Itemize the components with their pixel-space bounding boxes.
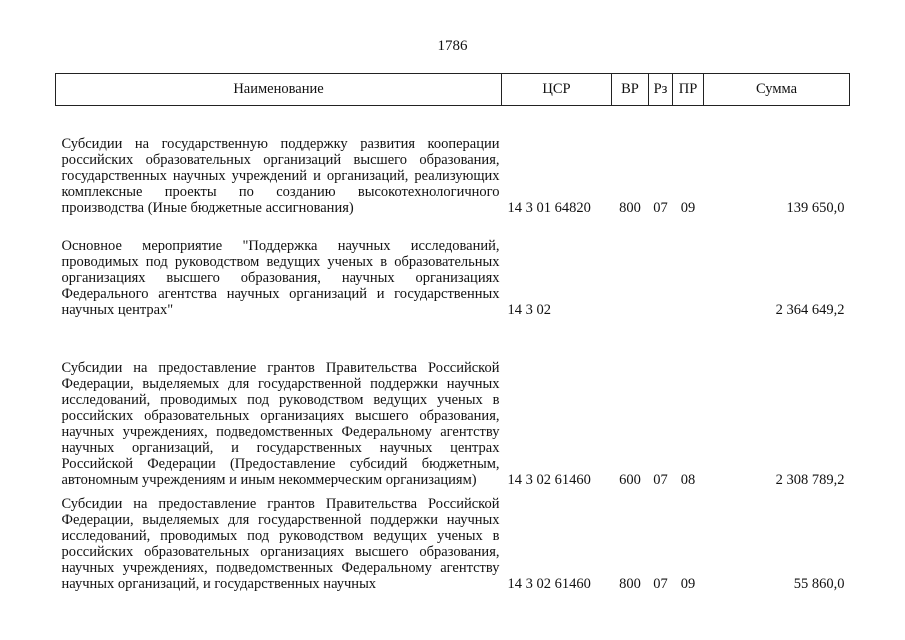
row-rz xyxy=(649,218,673,320)
header-rz: Рз xyxy=(649,74,673,106)
table-header xyxy=(56,74,850,106)
row-pr xyxy=(673,218,704,320)
row-name: Субсидии на предоставление грантов Правительства Российской Федерации, выделяемых для государственной поддержки научных исследований, проводимых под руководством ведущих ученых в российских образовательных организациях высшего образования, научных учреждениях, подведомственных Федеральному агентству научных организаций, и государственных научных центрах Российской Федерации (Предоставление субсидий бюджетным, автономным учреждениям и иным некоммерческим организациям) xyxy=(61,360,500,488)
row-pr: 09 xyxy=(680,576,696,592)
row-name: Субсидии на государственную поддержку развития кооперации российских образовательных организаций высшего образования, государственных научных учреждений и организаций, реализующих комплексные проекты по созданию высокотехнологичного производства (Иные бюджетные ассигнования) xyxy=(61,136,500,216)
row-vr: 600 xyxy=(619,472,641,488)
row-csr: 14 3 01 64820 xyxy=(507,200,591,216)
row-vr: 800 xyxy=(619,200,641,216)
row-sum: 55 860,0 xyxy=(793,576,845,592)
table-row xyxy=(56,106,850,219)
budget-table xyxy=(55,73,850,594)
row-name: Субсидии на предоставление грантов Правительства Российской Федерации, выделяемых для государственной поддержки научных исследований, проводимых под руководством ведущих ученых в российских образовательных организациях высшего образования, научных учреждениях, подведомственных Федеральному агентству научных организаций, и государственных научных xyxy=(61,496,500,592)
row-pr: 09 xyxy=(680,200,696,216)
table-row xyxy=(56,320,850,490)
row-sum: 2 308 789,2 xyxy=(775,472,845,488)
row-vr xyxy=(612,218,649,320)
row-name: Основное мероприятие "Поддержка научных исследований, проводимых под руководством ведущих ученых в образовательных организациях высшего образования, научных организациях Федерального агентства научных организаций и государственных научных центрах" xyxy=(61,238,500,318)
page-number: 1786 xyxy=(437,38,468,54)
table-row xyxy=(56,490,850,594)
row-sum: 2 364 649,2 xyxy=(775,302,845,318)
row-sum: 139 650,0 xyxy=(786,200,845,216)
row-csr: 14 3 02 xyxy=(507,302,551,318)
table-row xyxy=(56,218,850,320)
header-pr: ПР xyxy=(673,74,704,106)
row-rz: 07 xyxy=(653,200,668,216)
row-csr: 14 3 02 61460 xyxy=(507,576,591,592)
header-vr: ВР xyxy=(612,74,649,106)
row-rz: 07 xyxy=(653,472,668,488)
header-name: Наименование xyxy=(56,74,502,106)
row-rz: 07 xyxy=(653,576,668,592)
row-csr: 14 3 02 61460 xyxy=(507,472,591,488)
header-sum: Сумма xyxy=(704,74,850,106)
row-pr: 08 xyxy=(680,472,696,488)
header-csr: ЦСР xyxy=(502,74,612,106)
row-vr: 800 xyxy=(619,576,641,592)
